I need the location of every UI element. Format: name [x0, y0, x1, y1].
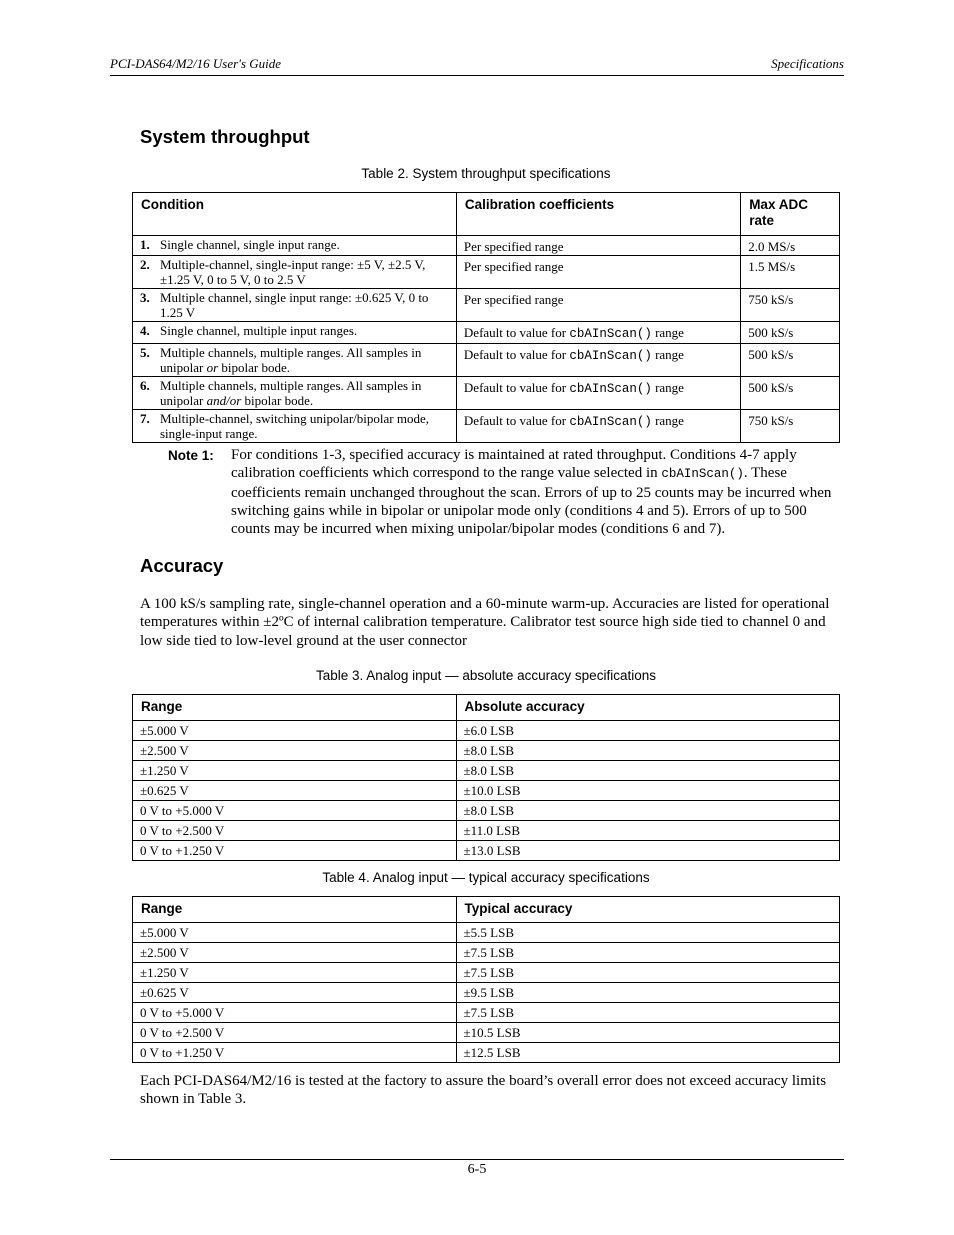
- max-rate-cell: 750 kS/s: [741, 289, 840, 322]
- table4-caption: Table 4. Analog input — typical accuracy specifications: [322, 870, 650, 885]
- condition-text-main: Single channel, single input range.: [160, 237, 340, 252]
- condition-cell: [133, 236, 457, 256]
- table-row: [133, 923, 840, 943]
- table-row: [133, 377, 840, 410]
- condition-number: 4.: [140, 323, 150, 338]
- note-body: [231, 446, 844, 538]
- calibration-code: cbAInScan(): [569, 327, 652, 341]
- calibration-cell: [456, 322, 740, 344]
- accuracy-cell: ±8.0 LSB: [456, 741, 839, 761]
- table-row: [133, 1023, 840, 1043]
- range-cell: ±1.250 V: [133, 761, 457, 781]
- table-row: [133, 236, 840, 256]
- condition-emphasis: or: [206, 360, 219, 375]
- condition-number: 6.: [140, 378, 150, 393]
- table-row: [133, 821, 840, 841]
- accuracy-cell: ±12.5 LSB: [456, 1043, 839, 1063]
- condition-text-main: Multiple channels, multiple ranges. All samples in unipolar: [160, 345, 422, 375]
- condition-cell: [133, 410, 457, 443]
- table-row: [133, 741, 840, 761]
- calibration-text-end: range: [651, 380, 684, 395]
- range-cell: 0 V to +2.500 V: [133, 1023, 457, 1043]
- accuracy-cell: ±8.0 LSB: [456, 761, 839, 781]
- table-row: [133, 256, 840, 289]
- condition-text: [160, 257, 446, 287]
- max-rate-cell: 500 kS/s: [741, 322, 840, 344]
- table-row: [133, 1043, 840, 1063]
- accuracy-cell: ±6.0 LSB: [456, 721, 839, 741]
- table-header-row: [133, 897, 840, 923]
- table-row: [133, 963, 840, 983]
- condition-number: 5.: [140, 345, 150, 360]
- range-cell: 0 V to +5.000 V: [133, 801, 457, 821]
- column-header-condition: Condition: [133, 193, 457, 236]
- condition-text-end: bipolar bode.: [241, 393, 314, 408]
- table-row: [133, 801, 840, 821]
- condition-text-end: bipolar bode.: [218, 360, 290, 375]
- closing-paragraph: Each PCI-DAS64/M2/16 is tested at the factory to assure the board’s overall error does not exceed accuracy limits shown in Table 3.: [140, 1073, 827, 1108]
- note-1: [168, 446, 844, 538]
- range-cell: 0 V to +2.500 V: [133, 821, 457, 841]
- range-cell: 0 V to +1.250 V: [133, 1043, 457, 1063]
- condition-cell: [133, 256, 457, 289]
- range-cell: ±5.000 V: [133, 923, 457, 943]
- condition-number: 2.: [140, 257, 150, 272]
- accuracy-cell: ±10.5 LSB: [456, 1023, 839, 1043]
- note-label: Note 1:: [168, 448, 214, 463]
- accuracy-heading: Accuracy: [140, 555, 224, 576]
- accuracy-cell: ±9.5 LSB: [456, 983, 839, 1003]
- table3-caption: Table 3. Analog input — absolute accuracy specifications: [316, 668, 656, 683]
- column-header-range: Range: [133, 695, 457, 721]
- calibration-cell: [456, 344, 740, 377]
- condition-text-main: Single channel, multiple input ranges.: [160, 323, 358, 338]
- table-row: [133, 1003, 840, 1023]
- accuracy-cell: ±8.0 LSB: [456, 801, 839, 821]
- condition-number: 3.: [140, 290, 150, 305]
- table-row: [133, 781, 840, 801]
- accuracy-cell: ±13.0 LSB: [456, 841, 839, 861]
- note-text-after: . These coefficients remain unchanged throughout the scan. Errors of up to 25 counts may be incurred when switching gains while in bipolar or unipolar mode only (conditions 4 and 5). Errors of up to 500 counts may be incurred when mixing unipolar/bipolar modes (conditions 6 and 7).: [231, 465, 832, 538]
- accuracy-cell: ±7.5 LSB: [456, 1003, 839, 1023]
- accuracy-cell: ±7.5 LSB: [456, 963, 839, 983]
- calibration-cell: [456, 377, 740, 410]
- table2-caption: Table 2. System throughput specifications: [361, 166, 611, 181]
- system-throughput-heading: System throughput: [140, 126, 310, 147]
- column-header-range: Range: [133, 897, 457, 923]
- range-cell: ±0.625 V: [133, 781, 457, 801]
- condition-number: 1.: [140, 237, 150, 252]
- page-number: 6-5: [467, 1162, 487, 1177]
- accuracy-intro: A 100 kS/s sampling rate, single-channel operation and a 60-minute warm-up. Accuracies are listed for operational temperatures within ±2ºC of internal calibration temperature. Calibrator test source high side tied to channel 0 and low side tied to low-level ground at the user connector: [140, 596, 830, 649]
- range-cell: ±2.500 V: [133, 943, 457, 963]
- condition-number: 7.: [140, 411, 150, 426]
- max-rate-cell: 2.0 MS/s: [741, 236, 840, 256]
- condition-cell: [133, 322, 457, 344]
- accuracy-cell: ±11.0 LSB: [456, 821, 839, 841]
- calibration-text-end: range: [651, 347, 684, 362]
- calibration-text: Default to value for: [463, 380, 570, 395]
- table-row: [133, 841, 840, 861]
- header-guide-title: PCI-DAS64/M2/16 User's Guide: [110, 56, 282, 71]
- condition-text-main: Multiple-channel, single-input range: ±5 V, ±2.5 V, ±1.25 V, 0 to 5 V, 0 to 2.5 V: [160, 257, 426, 287]
- calibration-code: cbAInScan(): [569, 415, 652, 429]
- range-cell: ±5.000 V: [133, 721, 457, 741]
- condition-cell: [133, 289, 457, 322]
- calibration-code: cbAInScan(): [569, 382, 652, 396]
- calibration-text: Per specified range: [463, 292, 564, 307]
- table-row: [133, 289, 840, 322]
- typical-accuracy-table: [132, 896, 840, 1063]
- condition-text: [160, 378, 446, 408]
- system-throughput-table: [132, 192, 840, 443]
- accuracy-cell: ±7.5 LSB: [456, 943, 839, 963]
- calibration-text: Default to value for: [463, 413, 570, 428]
- column-header-calibration: Calibration coefficients: [456, 193, 740, 236]
- note-code: cbAInScan(): [661, 467, 744, 482]
- column-header-absolute-accuracy: Absolute accuracy: [456, 695, 839, 721]
- condition-text-main: Multiple channel, single input range: ±0.625 V, 0 to 1.25 V: [160, 290, 429, 320]
- calibration-text-end: range: [651, 413, 684, 428]
- table-row: [133, 322, 840, 344]
- max-rate-cell: 1.5 MS/s: [741, 256, 840, 289]
- page-header: [110, 55, 844, 76]
- table-row: [133, 410, 840, 443]
- table-header-row: [133, 695, 840, 721]
- range-cell: ±0.625 V: [133, 983, 457, 1003]
- calibration-cell: [456, 410, 740, 443]
- table-row: [133, 761, 840, 781]
- condition-text-main: Multiple channels, multiple ranges. All samples in unipolar: [160, 378, 422, 408]
- table-row: [133, 983, 840, 1003]
- condition-text: [160, 323, 446, 338]
- note-text-before: For conditions 1-3, specified accuracy is maintained at rated throughput. Conditions 4-7 apply calibration coefficients which correspond to the range value selected in: [231, 447, 797, 482]
- calibration-text: Default to value for: [463, 347, 570, 362]
- condition-cell: [133, 344, 457, 377]
- condition-text: [160, 237, 446, 252]
- calibration-text: Per specified range: [463, 259, 564, 274]
- calibration-code: cbAInScan(): [569, 349, 652, 363]
- calibration-text: Per specified range: [463, 239, 564, 254]
- range-cell: 0 V to +1.250 V: [133, 841, 457, 861]
- accuracy-cell: ±10.0 LSB: [456, 781, 839, 801]
- absolute-accuracy-table: [132, 694, 840, 861]
- table-row: [133, 943, 840, 963]
- calibration-text: Default to value for: [463, 325, 570, 340]
- header-section-name: Specifications: [771, 56, 844, 71]
- max-rate-cell: 750 kS/s: [741, 410, 840, 443]
- range-cell: ±2.500 V: [133, 741, 457, 761]
- max-rate-cell: 500 kS/s: [741, 344, 840, 377]
- table-row: [133, 721, 840, 741]
- column-header-max-rate: Max ADC rate: [741, 193, 840, 236]
- condition-text-main: Multiple-channel, switching unipolar/bipolar mode, single-input range.: [160, 411, 429, 441]
- calibration-cell: [456, 256, 740, 289]
- condition-text: [160, 411, 446, 441]
- condition-cell: [133, 377, 457, 410]
- column-header-typical-accuracy: Typical accuracy: [456, 897, 839, 923]
- range-cell: ±1.250 V: [133, 963, 457, 983]
- max-rate-cell: 500 kS/s: [741, 377, 840, 410]
- calibration-cell: [456, 289, 740, 322]
- table-header-row: [133, 193, 840, 236]
- condition-text: [160, 345, 446, 375]
- accuracy-cell: ±5.5 LSB: [456, 923, 839, 943]
- calibration-text-end: range: [651, 325, 684, 340]
- range-cell: 0 V to +5.000 V: [133, 1003, 457, 1023]
- page-footer: [110, 1159, 844, 1178]
- table-row: [133, 344, 840, 377]
- condition-text: [160, 290, 446, 320]
- calibration-cell: [456, 236, 740, 256]
- condition-emphasis: and/or: [206, 393, 242, 408]
